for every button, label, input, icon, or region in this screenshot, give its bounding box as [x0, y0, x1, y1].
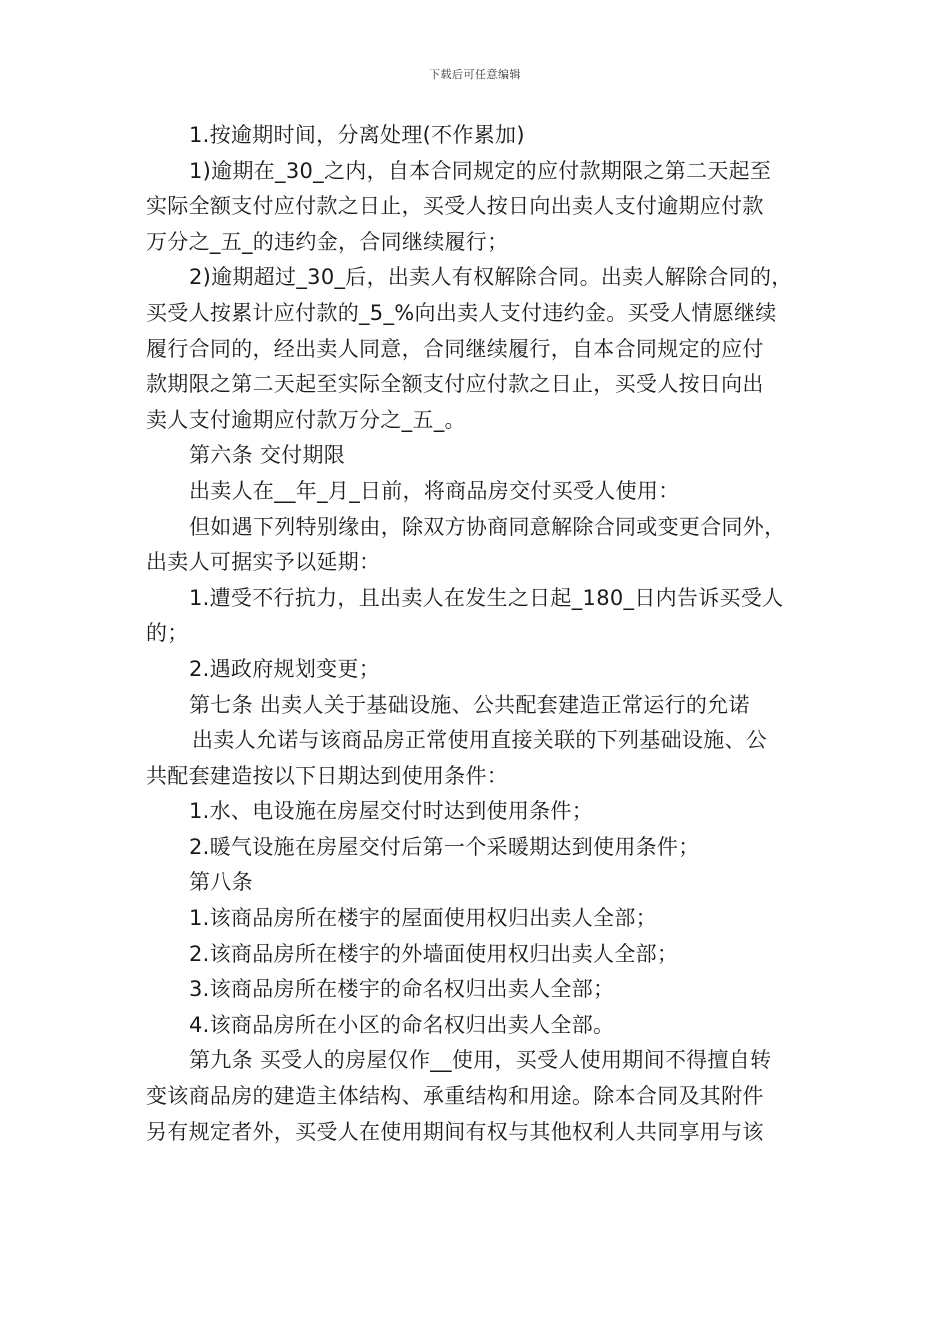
section-heading: 第七条 出卖人关于基础设施、公共配套建造正常运行的允诺 — [189, 692, 750, 717]
text-line: 出卖人在__年_月_日前，将商品房交付买受人使用： — [189, 478, 680, 503]
text-line: 的； — [146, 621, 189, 646]
text-line: 买受人按累计应付款的_5_%向出卖人支付违约金。买受人情愿继续 — [146, 300, 777, 325]
document-body — [146, 118, 810, 1150]
section-heading: 第六条 交付期限 — [189, 443, 346, 468]
text-line: 2.遇政府规划变更； — [189, 656, 381, 681]
header-note: 下载后可任意编辑 — [429, 68, 521, 81]
text-line: 2.该商品房所在楼宇的外墙面使用权归出卖人全部； — [189, 941, 679, 966]
text-line: 出卖人可据实予以延期： — [146, 550, 381, 575]
text-line: 变该商品房的建造主体结构、承重结构和用途。除本合同及其附件 — [146, 1084, 764, 1109]
text-line: 履行合同的，经出卖人同意，合同继续履行，自本合同规定的应付 — [146, 336, 764, 361]
text-line: 共配套建造按以下日期达到使用条件： — [146, 763, 509, 788]
text-line: 但如遇下列特别缘由，除双方协商同意解除合同或变更合同外， — [189, 514, 786, 539]
section-heading: 第八条 — [189, 870, 253, 895]
text-line: 3.该商品房所在楼宇的命名权归出卖人全部； — [189, 977, 615, 1002]
text-line: 另有规定者外，买受人在使用期间有权与其他权利人共同享用与该 — [146, 1119, 764, 1144]
text-line: 卖人支付逾期应付款万分之_五_。 — [146, 407, 466, 432]
text-line: 出卖人允诺与该商品房正常使用直接关联的下列基础设施、公 — [192, 728, 768, 753]
text-line: 款期限之第二天起至实际全额支付应付款之日止，买受人按日向出 — [146, 372, 764, 397]
text-line: 1.遭受不行抗力，且出卖人在发生之日起_180_日内告诉买受人 — [189, 585, 784, 610]
text-line: 实际全额支付应付款之日止，买受人按日向出卖人支付逾期应付款 — [146, 194, 764, 219]
text-line: 2)逾期超过_30_后，出卖人有权解除合同。出卖人解除合同的， — [189, 265, 793, 290]
text-line: 1)逾期在_30_之内，自本合同规定的应付款期限之第二天起至 — [189, 158, 772, 183]
text-line: 4.该商品房所在小区的命名权归出卖人全部。 — [189, 1012, 615, 1037]
text-line: 1.该商品房所在楼宇的屋面使用权归出卖人全部； — [189, 906, 657, 931]
text-line: 2.暖气设施在房屋交付后第一个采暖期达到使用条件； — [189, 834, 700, 859]
section-heading: 第九条 买受人的房屋仅作__使用，买受人使用期间不得擅自转 — [189, 1048, 772, 1073]
text-line: 万分之_五_的违约金，合同继续履行； — [146, 229, 509, 254]
text-line: 1.按逾期时间，分离处理(不作累加) — [189, 123, 525, 147]
text-line: 1.水、电设施在房屋交付时达到使用条件； — [189, 799, 594, 824]
